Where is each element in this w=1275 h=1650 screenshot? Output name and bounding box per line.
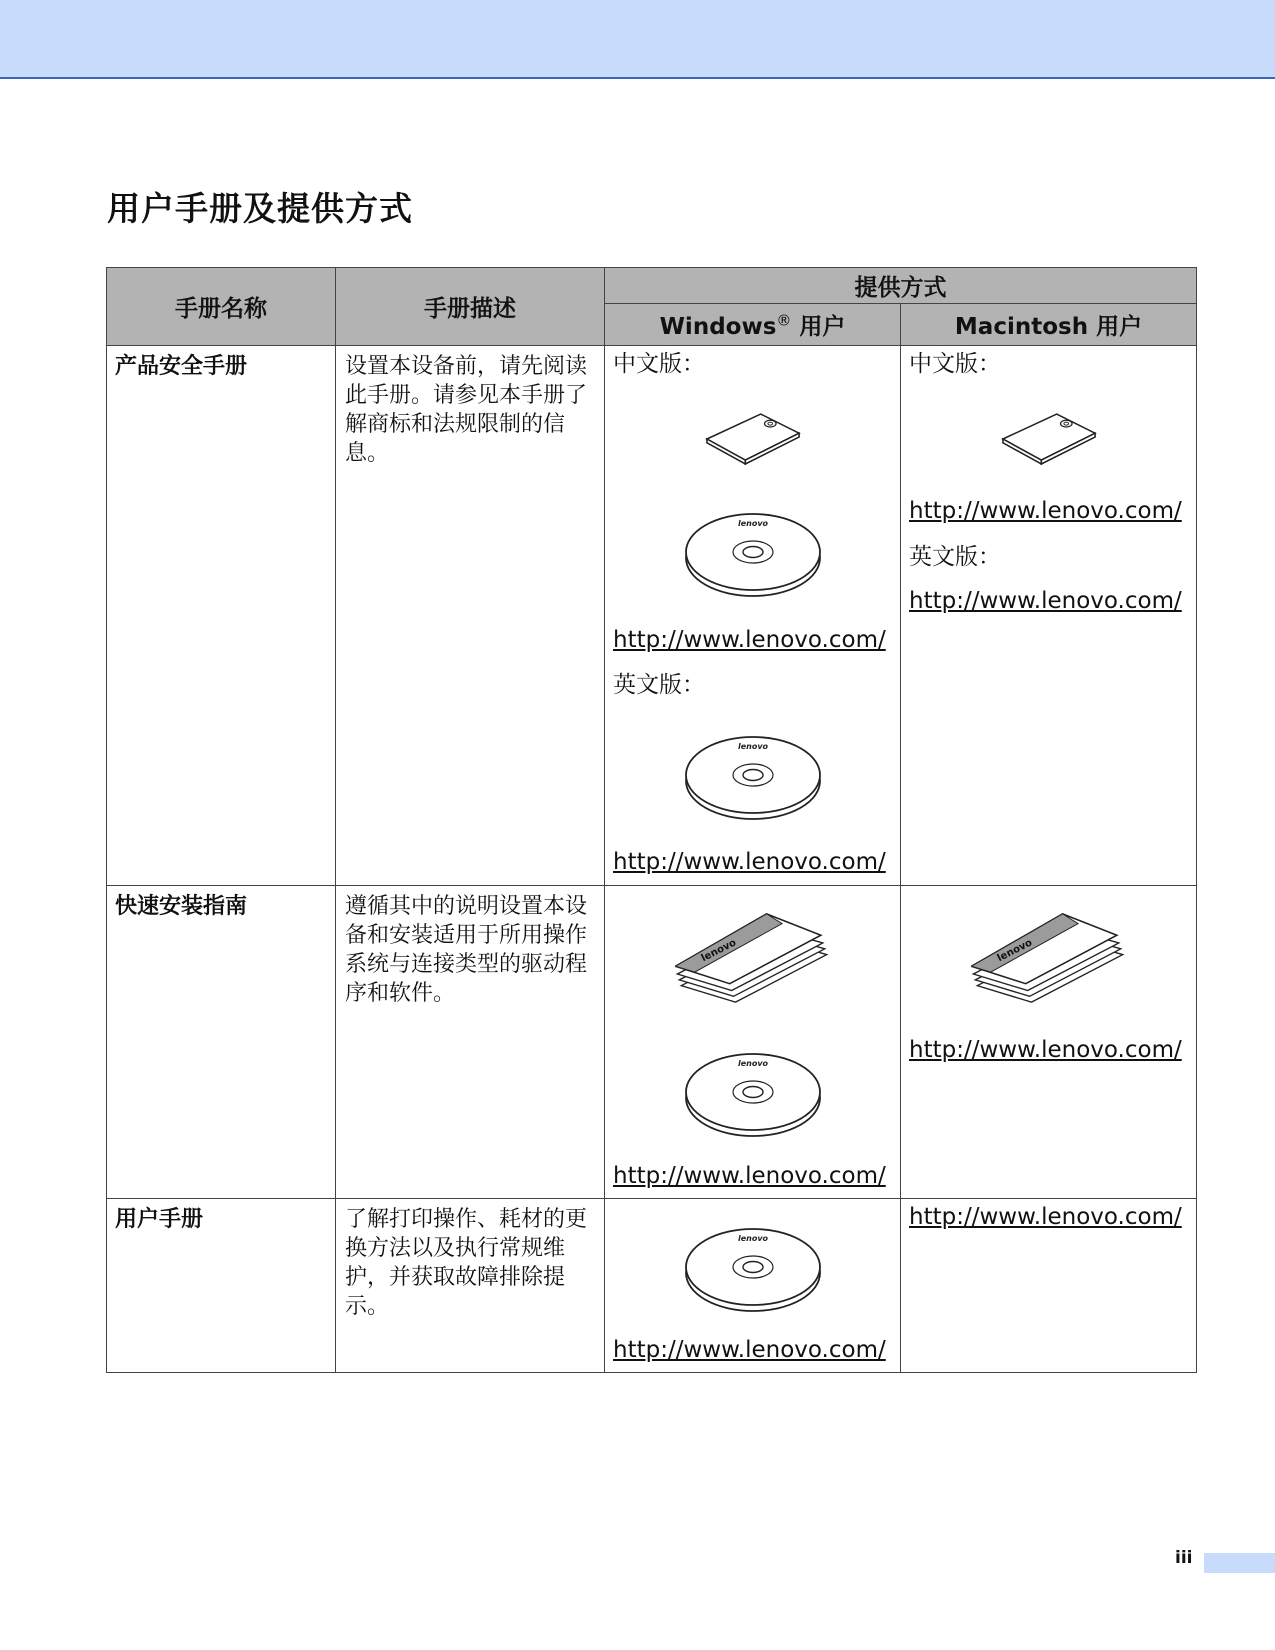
registered-mark: ® bbox=[776, 311, 792, 330]
table-row bbox=[107, 1199, 1197, 1373]
mac-chinese-link[interactable]: http://www.lenovo.com/ bbox=[909, 498, 1182, 524]
windows-label: Windows bbox=[659, 314, 777, 340]
printed-manual-icon bbox=[1001, 410, 1097, 468]
mac-delivery-cell bbox=[901, 1199, 1197, 1373]
cd-brand-label: lenovo bbox=[737, 742, 769, 751]
cd-rom-icon bbox=[683, 733, 823, 823]
windows-delivery-cell bbox=[605, 346, 901, 886]
header-manual-description: 手册描述 bbox=[336, 268, 605, 346]
page-number: iii bbox=[1175, 1548, 1193, 1568]
header-mac-users: Macintosh 用户 bbox=[901, 304, 1197, 346]
mac-english-link[interactable]: http://www.lenovo.com/ bbox=[909, 588, 1182, 614]
top-header-band bbox=[0, 0, 1275, 79]
manuals-table bbox=[106, 267, 1197, 1373]
printed-manual-icon bbox=[705, 410, 801, 468]
mac-link[interactable]: http://www.lenovo.com/ bbox=[909, 1037, 1182, 1063]
mac-delivery-cell bbox=[901, 886, 1197, 1199]
guide-brand-label: lenovo bbox=[995, 937, 1035, 965]
header-windows-users bbox=[605, 304, 901, 346]
chinese-version-label: 中文版： bbox=[909, 351, 1001, 377]
folded-guide-icon bbox=[971, 910, 1127, 1007]
english-version-label: 英文版： bbox=[613, 672, 705, 698]
page-title: 用户手册及提供方式 bbox=[107, 189, 413, 228]
windows-delivery-cell bbox=[605, 886, 901, 1199]
cd-brand-label: lenovo bbox=[737, 519, 769, 528]
windows-chinese-link[interactable]: http://www.lenovo.com/ bbox=[613, 627, 886, 653]
english-version-label: 英文版： bbox=[909, 544, 1001, 570]
folded-guide-icon bbox=[675, 910, 831, 1007]
cd-brand-label: lenovo bbox=[737, 1234, 769, 1243]
windows-english-link[interactable]: http://www.lenovo.com/ bbox=[613, 849, 886, 875]
windows-link[interactable]: http://www.lenovo.com/ bbox=[613, 1337, 886, 1363]
manual-description: 设置本设备前，请先阅读此手册。请参见本手册了解商标和法规限制的信息。 bbox=[336, 346, 605, 886]
windows-link[interactable]: http://www.lenovo.com/ bbox=[613, 1163, 886, 1189]
manual-name: 用户手册 bbox=[107, 1199, 336, 1373]
mac-link[interactable]: http://www.lenovo.com/ bbox=[909, 1204, 1182, 1230]
manual-description: 遵循其中的说明设置本设备和安装适用于所用操作系统与连接类型的驱动程序和软件。 bbox=[336, 886, 605, 1199]
header-delivery-method: 提供方式 bbox=[605, 268, 1197, 304]
manual-description: 了解打印操作、耗材的更换方法以及执行常规维护，并获取故障排除提示。 bbox=[336, 1199, 605, 1373]
manual-name: 产品安全手册 bbox=[107, 346, 336, 886]
guide-brand-label: lenovo bbox=[699, 937, 739, 965]
cd-rom-icon bbox=[683, 1225, 823, 1315]
table-row bbox=[107, 886, 1197, 1199]
header-manual-name: 手册名称 bbox=[107, 268, 336, 346]
mac-delivery-cell bbox=[901, 346, 1197, 886]
chinese-version-label: 中文版： bbox=[613, 351, 705, 377]
table-row bbox=[107, 346, 1197, 886]
cd-brand-label: lenovo bbox=[737, 1059, 769, 1068]
windows-users-suffix: 用户 bbox=[791, 314, 846, 340]
cd-rom-icon bbox=[683, 510, 823, 600]
manual-name: 快速安装指南 bbox=[107, 886, 336, 1199]
page-tab-marker bbox=[1204, 1553, 1275, 1573]
windows-delivery-cell bbox=[605, 1199, 901, 1373]
cd-rom-icon bbox=[683, 1050, 823, 1140]
